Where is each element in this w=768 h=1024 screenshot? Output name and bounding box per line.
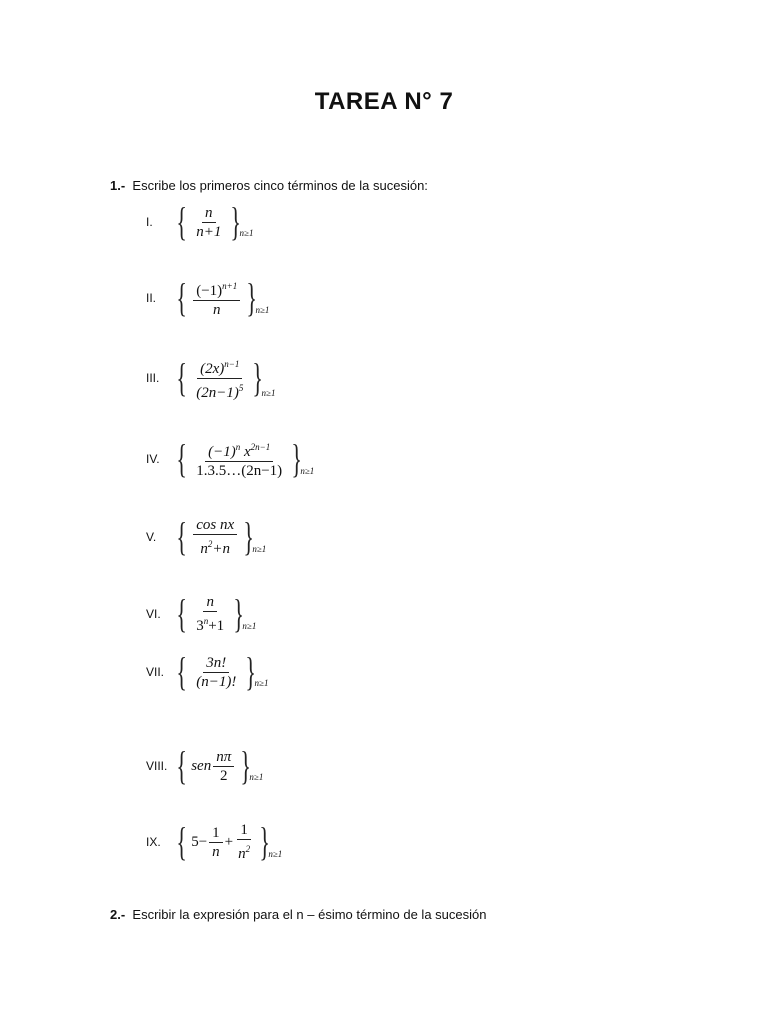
numerator-exponent: n <box>235 442 241 452</box>
denominator: 3 <box>196 618 204 634</box>
numerator: (2x) <box>200 360 225 377</box>
item-numeral: IX. <box>146 835 161 849</box>
denominator-exponent: n <box>203 616 209 626</box>
sequence-formula: { $\frac{n}{3^n+1}$ } n≥1 <box>176 591 257 636</box>
fraction <box>193 277 240 319</box>
sequence-item-5 <box>146 507 266 567</box>
fraction <box>193 593 227 635</box>
numerator-b: 1 <box>237 821 251 840</box>
fraction <box>193 355 246 402</box>
item-numeral: V. <box>146 530 157 544</box>
denominator: (2n−1) <box>196 384 239 401</box>
item-numeral: I. <box>146 215 153 229</box>
item-numeral: VI. <box>146 607 161 621</box>
index-range: n≥1 <box>252 544 267 554</box>
index-range: n≥1 <box>254 678 269 688</box>
sequence-item-8 <box>146 736 263 796</box>
fraction <box>193 654 239 691</box>
sequence-formula: { $\frac{3n!}{(n-1)!}$ } n≥1 <box>176 649 269 694</box>
numerator-exponent: n−1 <box>224 358 240 369</box>
numerator-a: 1 <box>209 824 223 843</box>
sequence-formula: { 5− $\frac{1}{n}$ + $\frac{1}{n^2}$ } n≥1 <box>176 819 283 864</box>
question-2-text: Escribir la expresión para el n – ésimo término de la sucesión <box>132 907 487 922</box>
question-1 <box>110 178 428 193</box>
sequence-item-2 <box>146 268 269 328</box>
sequence-item-7 <box>146 642 268 702</box>
numerator: n <box>202 204 216 223</box>
denominator: 2 <box>219 767 228 784</box>
numerator: nπ <box>213 748 234 767</box>
denominator-b-exponent: 2 <box>245 844 251 854</box>
denominator-a: n <box>212 843 220 860</box>
denominator-exponent: 5 <box>238 382 244 393</box>
denominator-tail: +n <box>212 541 230 557</box>
index-range: n≥1 <box>249 772 264 782</box>
sequence-formula: { $\frac{n}{n+1}$ } n≥1 <box>176 199 254 244</box>
numerator-variable: x <box>243 444 251 460</box>
index-range: n≥1 <box>242 621 257 631</box>
denominator-exponent: 2 <box>207 539 213 549</box>
denominator-b: n <box>238 846 246 862</box>
numerator: (−1) <box>208 444 236 460</box>
sequence-item-3 <box>146 348 275 408</box>
fraction <box>213 748 234 785</box>
operator-plus: + <box>224 833 234 850</box>
question-1-text: Escribe los primeros cinco términos de la sucesión: <box>132 178 428 193</box>
sequence-item-4 <box>146 429 314 489</box>
prefix-term: 5− <box>191 833 208 850</box>
sequence-item-6 <box>146 584 256 644</box>
denominator: (n−1)! <box>196 673 237 690</box>
sequence-formula: { sen $\frac{n\pi}{2}$ } n≥1 <box>176 743 264 788</box>
question-2-number: 2.- <box>110 907 126 922</box>
sequence-formula: { $\frac{(-1)^n x^{2n-1}}{1.3.5\dots(2n-1)}$ } n≥1 <box>176 436 315 481</box>
index-range: n≥1 <box>300 466 315 476</box>
item-numeral: II. <box>146 291 157 305</box>
sequence-formula: { $\frac{\text{cos nx}}{n^2+n}$ } n≥1 <box>176 514 267 559</box>
sequence-item-9 <box>146 812 282 872</box>
index-range: n≥1 <box>255 305 270 315</box>
fraction-b <box>235 821 253 863</box>
numerator: n <box>203 593 217 612</box>
sequence-formula: { $\frac{(-1)^{n+1}}{n}$ } n≥1 <box>176 275 270 320</box>
page-title: TAREA N° 7 <box>314 88 454 115</box>
numerator-variable-exponent: 2n−1 <box>250 442 271 452</box>
numerator: cos nx <box>193 516 237 535</box>
item-numeral: IV. <box>146 452 160 466</box>
index-range: n≥1 <box>268 849 283 859</box>
denominator: n+1 <box>196 223 222 240</box>
question-1-number: 1.- <box>110 178 126 193</box>
fraction <box>193 204 224 241</box>
index-range: n≥1 <box>261 387 276 398</box>
fraction <box>193 516 237 558</box>
denominator-tail: +1 <box>208 618 225 634</box>
index-range: n≥1 <box>239 228 254 238</box>
item-numeral: VIII. <box>146 759 168 773</box>
numerator: (−1) <box>196 283 223 299</box>
fraction-a <box>209 824 223 861</box>
sequence-item-1 <box>146 192 253 252</box>
numerator: 3n! <box>203 654 229 673</box>
denominator: n <box>212 302 221 318</box>
item-numeral: VII. <box>146 665 165 679</box>
item-numeral: III. <box>146 371 160 385</box>
fraction <box>193 438 285 480</box>
denominator: 1.3.5…(2n−1) <box>196 463 283 479</box>
denominator: n <box>200 541 208 557</box>
prefix-function: sen <box>191 757 212 774</box>
question-2 <box>110 907 486 922</box>
sequence-formula: { $\frac{(2x)^{n-1}}{(2n-1)^5}$ } n≥1 <box>176 355 276 401</box>
numerator-exponent: n+1 <box>222 281 238 291</box>
